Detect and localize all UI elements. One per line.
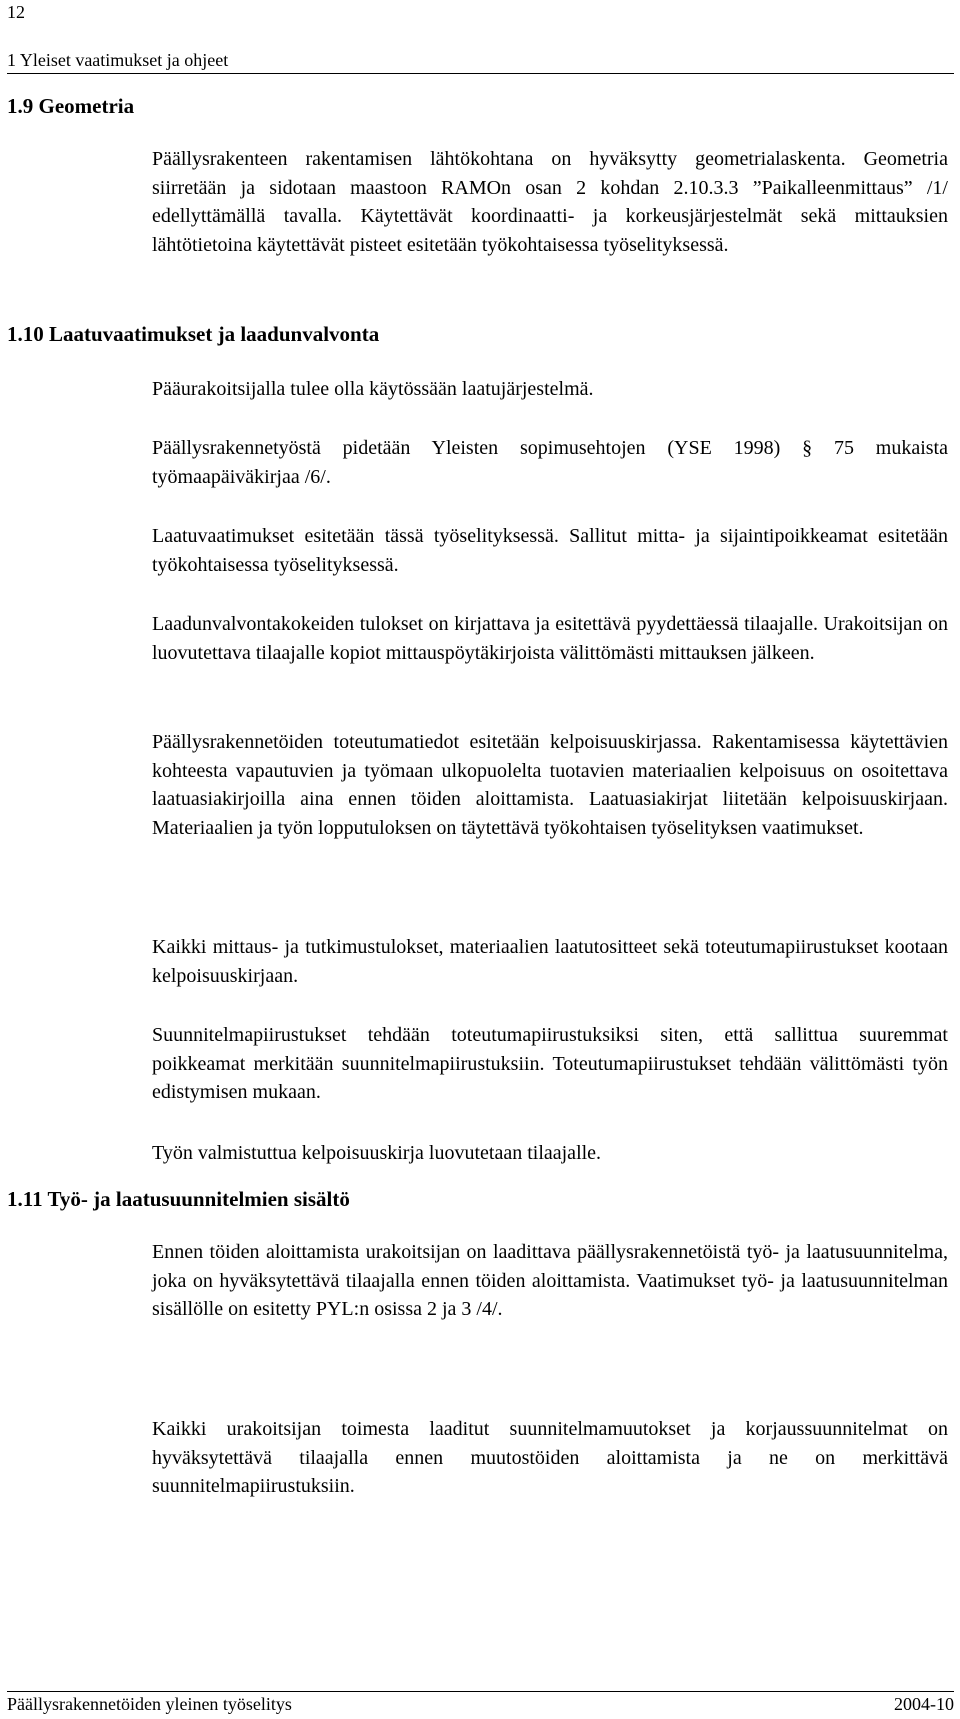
paragraph: Laatuvaatimukset esitetään tässä työselityksessä. Sallitut mitta- ja sijaintipoikkeamat esitetään työkohtaisessa työselityksessä. <box>152 525 948 576</box>
paragraph: Kaikki mittaus- ja tutkimustulokset, materiaalien laatutositteet sekä toteutumapiirustukset kootaan kelpoisuuskirjaan. <box>152 936 948 987</box>
footer-date: 2004-10 <box>894 1694 954 1714</box>
section-heading-geometria: 1.9 Geometria <box>7 94 135 118</box>
section-heading-tyo-ja-laatusuunnitelmat: 1.11 Työ- ja laatusuunnitelmien sisältö <box>7 1187 350 1211</box>
footer-rule <box>7 1691 954 1692</box>
page-number: 12 <box>7 2 25 22</box>
paragraph: Kaikki urakoitsijan toimesta laaditut suunnitelmamuutokset ja korjaussuunnitelmat on hyväksytettävä tilaajalla ennen muutostöiden aloittamista ja ne on merkittävä suunnitelmapiirustuksiin. <box>152 1418 948 1497</box>
footer-title: Päällysrakennetöiden yleinen työselitys <box>7 1694 292 1714</box>
running-head: 1 Yleiset vaatimukset ja ohjeet <box>7 50 229 70</box>
paragraph: Päällysrakennetyöstä pidetään Yleisten sopimusehtojen (YSE 1998) § 75 mukaista työmaapäiväkirjaa /6/. <box>152 437 948 488</box>
paragraph: Laadunvalvontakokeiden tulokset on kirjattava ja esitettävä pyydettäessä tilaajalle. Urakoitsijan on luovutettava tilaajalle kopiot mittauspöytäkirjoista välittömästi mittauksen jälkeen. <box>152 613 948 664</box>
paragraph: Pääurakoitsijalla tulee olla käytössään laatujärjestelmä. <box>152 378 594 400</box>
header-rule <box>7 73 954 74</box>
page-footer <box>7 1694 954 1718</box>
paragraph: Päällysrakenteen rakentamisen lähtökohtana on hyväksytty geometrialaskenta. Geometria siirretään ja sidotaan maastoon RAMOn osan 2 kohdan 2.10.3.3 ”Paikalleenmittaus” /1/ edellyttämällä tavalla. Käytettävät koordinaatti- ja korkeusjärjestelmät sekä mittauksien lähtötietoina käytettävät pisteet esitetään työkohtaisessa työselityksessä. <box>152 148 948 256</box>
paragraph: Suunnitelmapiirustukset tehdään toteutumapiirustuksiksi siten, että sallittua suuremmat poikkeamat merkitään suunnitelmapiirustuksiin. Toteutumapiirustukset tehdään välittömästi työn edistymisen mukaan. <box>152 1024 948 1103</box>
section-heading-laatuvaatimukset: 1.10 Laatuvaatimukset ja laadunvalvonta <box>7 322 380 346</box>
paragraph: Ennen töiden aloittamista urakoitsijan on laadittava päällysrakennetöistä työ- ja laatusuunnitelma, joka on hyväksytettävä tilaajalla ennen töiden aloittamista. Vaatimukset työ- ja laatusuunnitelman sisällölle on esitetty PYL:n osissa 2 ja 3 /4/. <box>152 1241 948 1320</box>
paragraph: Työn valmistuttua kelpoisuuskirja luovutetaan tilaajalle. <box>152 1142 602 1164</box>
paragraph: Päällysrakennetöiden toteutumatiedot esitetään kelpoisuuskirjassa. Rakentamisessa käytettävien kohteesta vapautuvien ja työmaan ulkopuolelta tuotavien materiaalien kelpoisuus on osoitettava laatuasiakirjoilla aina ennen töiden aloittamista. Laatuasiakirjat liitetään kelpoisuuskirjaan. Materiaalien ja työn lopputuloksen on täytettävä työkohtaisen työselityksen vaatimukset. <box>152 731 948 839</box>
